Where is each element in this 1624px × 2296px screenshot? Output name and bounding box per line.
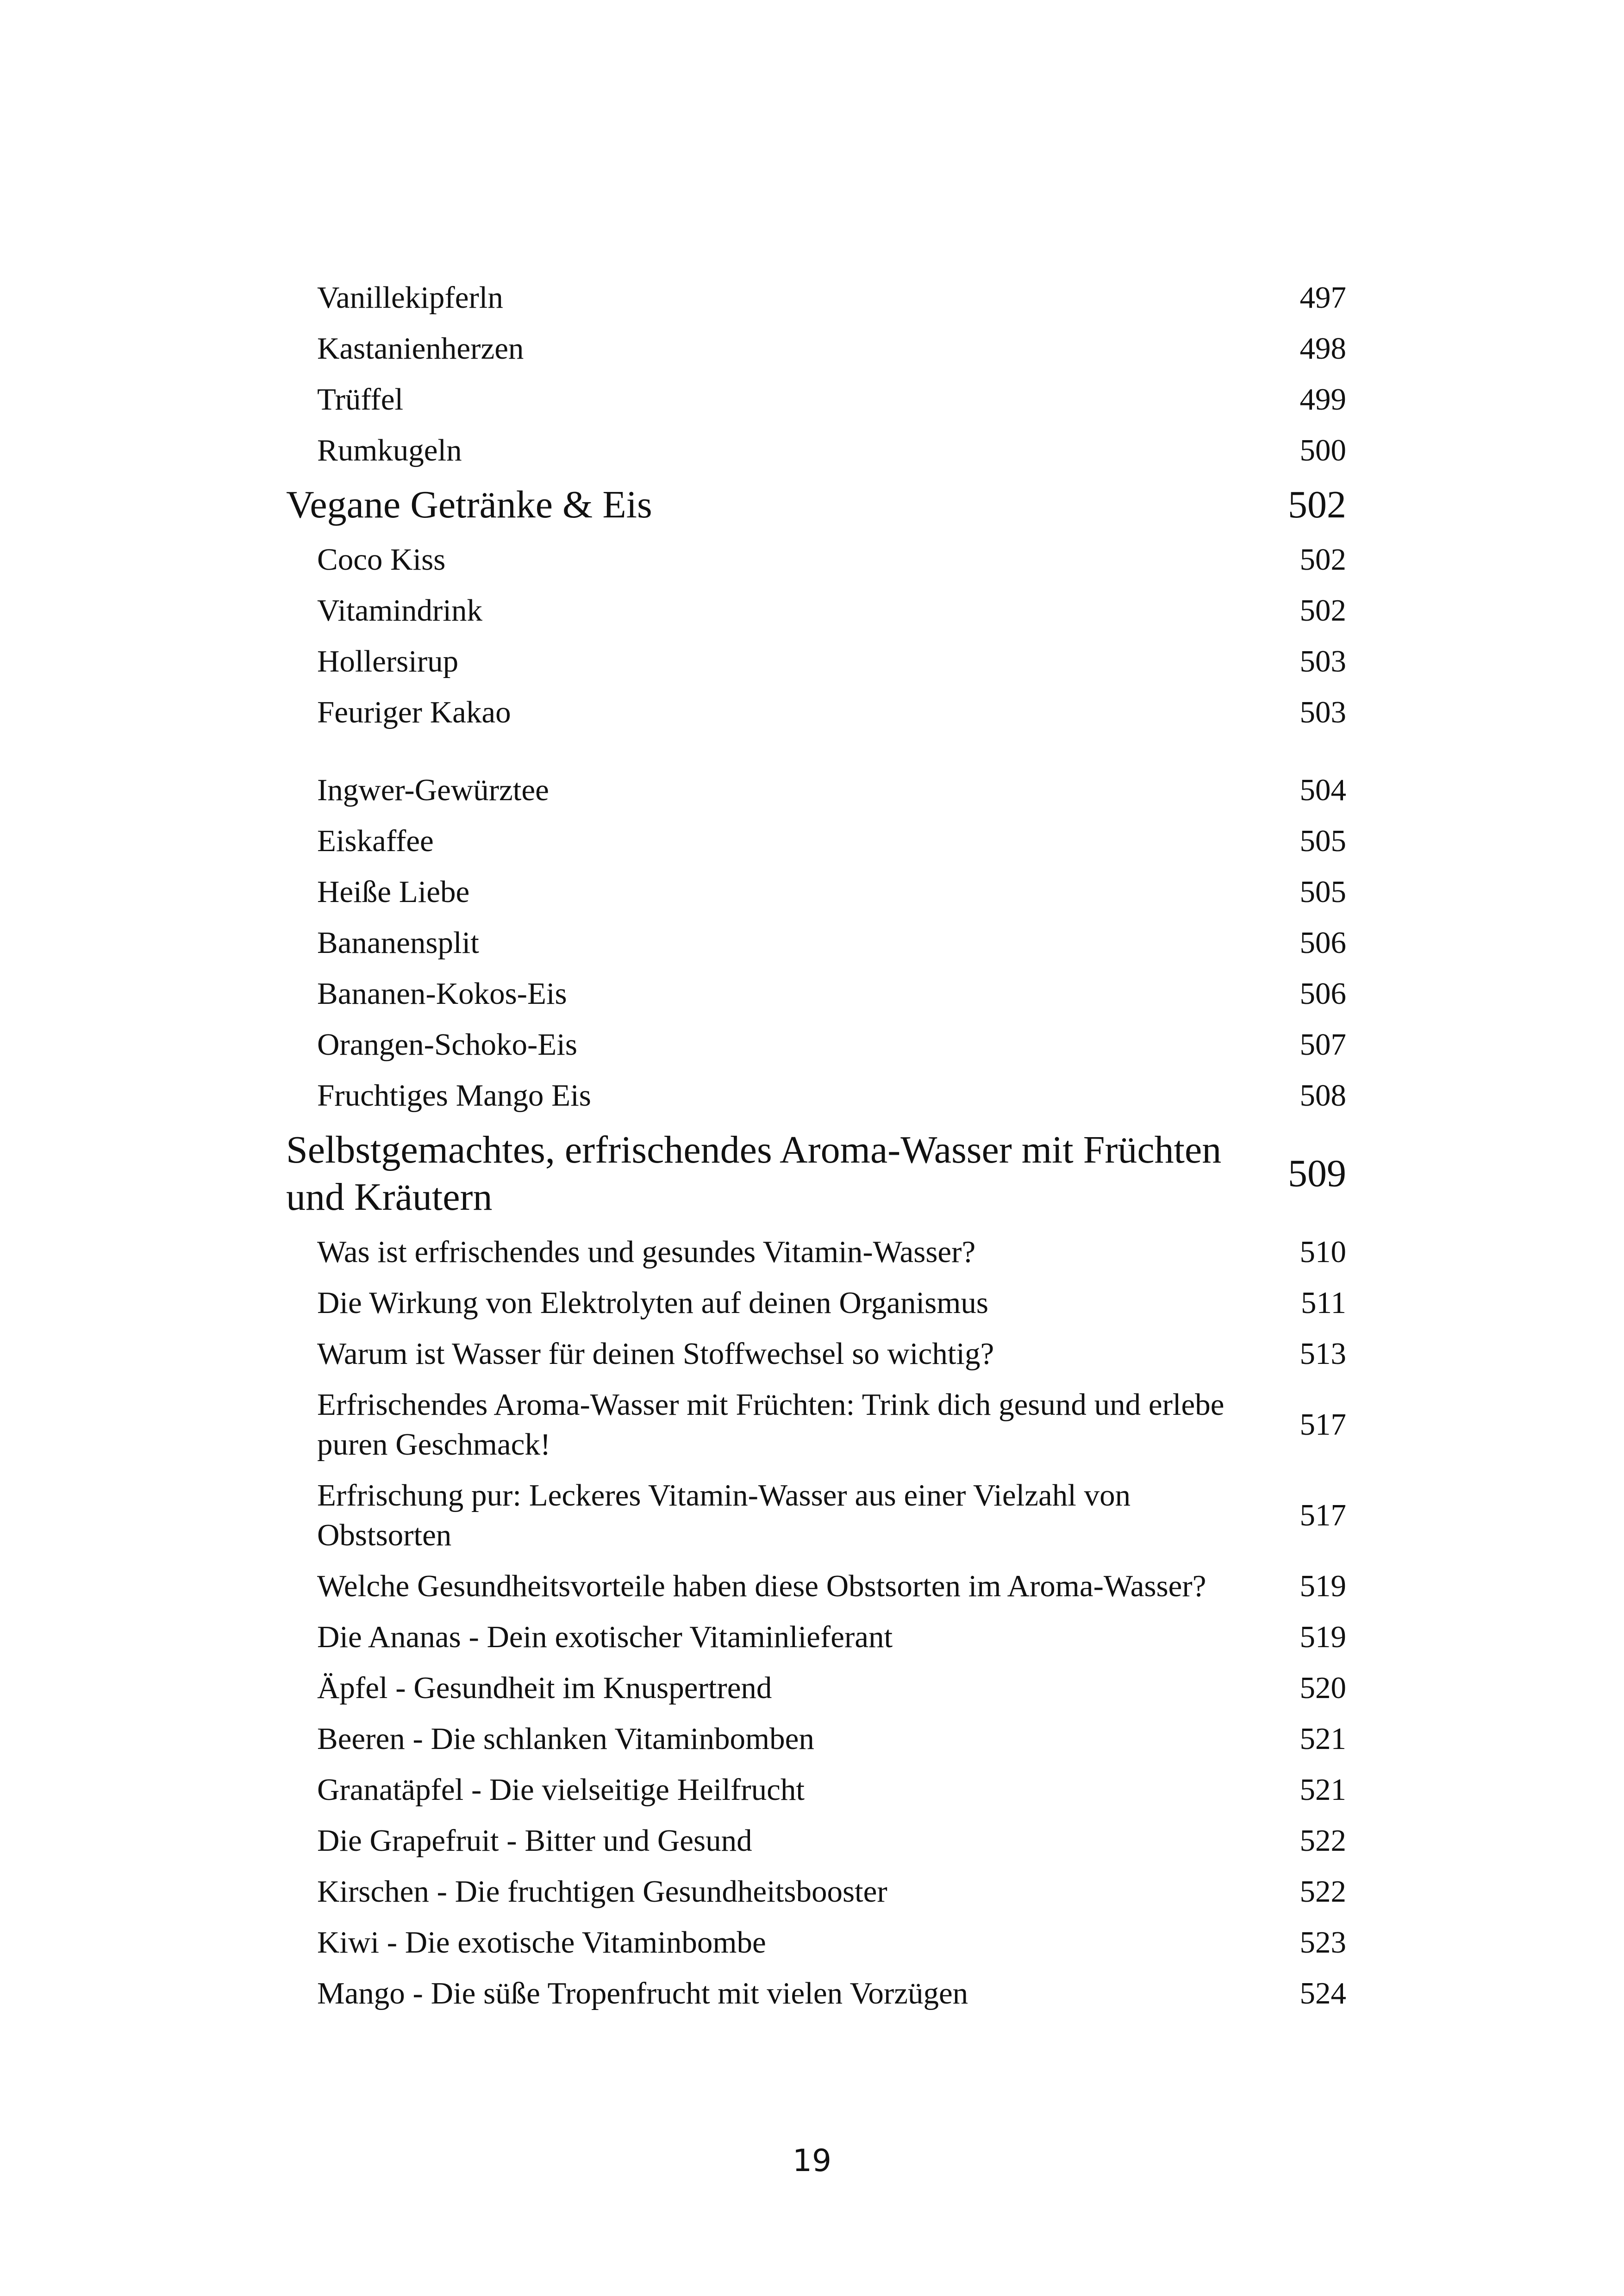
toc-entry: [286, 866, 1346, 917]
toc-entry-page: 503: [1299, 644, 1346, 678]
toc-entry: [286, 1764, 1346, 1815]
toc-entry: [286, 636, 1346, 687]
toc-entry-title: Erfrischendes Aroma-Wasser mit Früchten: Trink dich gesund und erlebe puren Geschmack!: [317, 1388, 1224, 1462]
toc-entry-page: 499: [1299, 382, 1346, 417]
toc-entry: [286, 1226, 1346, 1277]
toc-entry-title: Bananen-Kokos-Eis: [317, 977, 567, 1011]
table-of-contents: [286, 272, 1346, 2019]
toc-entry-title: Trüffel: [317, 382, 404, 417]
toc-entry-page: 497: [1299, 280, 1346, 315]
toc-entry-title: Kiwi - Die exotische Vitaminbombe: [317, 1925, 766, 1960]
toc-entry-title: Die Grapefruit - Bitter und Gesund: [317, 1823, 752, 1858]
toc-entry-title: Mango - Die süße Tropenfrucht mit vielen Vorzügen: [317, 1976, 968, 2010]
toc-entry-page: 521: [1299, 1773, 1346, 1807]
toc-entry: [286, 1968, 1346, 2019]
toc-entry-title: Vegane Getränke & Eis: [286, 483, 652, 526]
toc-entry: [286, 1917, 1346, 1968]
toc-entry-title: Rumkugeln: [317, 433, 462, 467]
toc-entry-title: Orangen-Schoko-Eis: [317, 1027, 577, 1062]
toc-entry: [286, 1470, 1346, 1561]
toc-entry-page: 520: [1299, 1671, 1346, 1705]
toc-entry-title: Kirschen - Die fruchtigen Gesundheitsbooster: [317, 1874, 887, 1909]
toc-entry-page: 500: [1299, 433, 1346, 467]
toc-entry-title: Coco Kiss: [317, 542, 446, 577]
toc-entry: [286, 968, 1346, 1019]
toc-entry-title: Granatäpfel - Die vielseitige Heilfrucht: [317, 1773, 805, 1807]
toc-entry: [286, 815, 1346, 866]
toc-entry: [286, 917, 1346, 968]
toc-entry-title: Kastanienherzen: [317, 331, 524, 366]
toc-entry-page: 504: [1299, 773, 1346, 807]
toc-entry: [286, 425, 1346, 476]
toc-entry-page: 522: [1299, 1823, 1346, 1858]
toc-entry-title: Die Ananas - Dein exotischer Vitaminlieferant: [317, 1620, 893, 1654]
toc-entry-page: 524: [1299, 1976, 1346, 2010]
toc-entry-page: 513: [1299, 1337, 1346, 1371]
toc-entry: [286, 1328, 1346, 1379]
toc-entry: [286, 1561, 1346, 1612]
toc-entry-page: 506: [1299, 977, 1346, 1011]
toc-entry-title: Eiskaffee: [317, 824, 434, 858]
toc-entry-page: 502: [1299, 593, 1346, 628]
toc-entry-title: Heiße Liebe: [317, 875, 470, 909]
toc-entry: [286, 1662, 1346, 1713]
toc-entry-page: 511: [1300, 1286, 1346, 1320]
toc-entry-title: Ingwer-Gewürztee: [317, 773, 549, 807]
toc-entry-title: Äpfel - Gesundheit im Knuspertrend: [317, 1671, 772, 1705]
toc-entry: [286, 1070, 1346, 1121]
toc-entry: [286, 272, 1346, 323]
toc-entry: [286, 1713, 1346, 1764]
toc-entry-title: Selbstgemachtes, erfrischendes Aroma-Wasser mit Früchten und Kräutern: [286, 1128, 1222, 1219]
toc-entry: [286, 1277, 1346, 1328]
toc-entry-page: 519: [1299, 1569, 1346, 1603]
toc-entry-page: 523: [1299, 1925, 1346, 1960]
toc-entry: [286, 1815, 1346, 1866]
toc-entry-title: Die Wirkung von Elektrolyten auf deinen Organismus: [317, 1286, 988, 1320]
page-number: 19: [793, 2143, 831, 2178]
toc-entry: [286, 374, 1346, 425]
toc-entry: [286, 323, 1346, 374]
toc-entry: [286, 534, 1346, 585]
toc-entry-page: 505: [1299, 875, 1346, 909]
toc-entry-page: 517: [1299, 1498, 1346, 1532]
toc-entry-page: 498: [1299, 331, 1346, 366]
toc-entry-title: Beeren - Die schlanken Vitaminbomben: [317, 1722, 814, 1756]
toc-spacer: [286, 738, 1346, 765]
toc-entry-title: Hollersirup: [317, 644, 459, 678]
toc-entry: [286, 1379, 1346, 1470]
toc-entry-title: Vanillekipferln: [317, 280, 503, 315]
toc-entry-title: Erfrischung pur: Leckeres Vitamin-Wasser aus einer Vielzahl von Obstsorten: [317, 1478, 1131, 1552]
toc-entry-page: 502: [1288, 483, 1346, 526]
toc-entry: [286, 1866, 1346, 1917]
toc-entry-page: 519: [1299, 1620, 1346, 1654]
toc-chapter-entry: [286, 1121, 1346, 1226]
toc-entry-title: Was ist erfrischendes und gesundes Vitamin-Wasser?: [317, 1235, 976, 1269]
toc-entry-title: Vitamindrink: [317, 593, 482, 628]
toc-entry-page: 502: [1299, 542, 1346, 577]
toc-entry: [286, 1019, 1346, 1070]
toc-entry-page: 521: [1299, 1722, 1346, 1756]
toc-entry-page: 505: [1299, 824, 1346, 858]
toc-entry-page: 510: [1299, 1235, 1346, 1269]
toc-entry-title: Warum ist Wasser für deinen Stoffwechsel so wichtig?: [317, 1337, 994, 1371]
toc-entry: [286, 585, 1346, 636]
toc-entry: [286, 765, 1346, 815]
toc-entry-title: Feuriger Kakao: [317, 695, 511, 729]
toc-entry-page: 522: [1299, 1874, 1346, 1909]
toc-entry-page: 506: [1299, 926, 1346, 960]
toc-entry-page: 508: [1299, 1078, 1346, 1113]
toc-entry-page: 517: [1299, 1407, 1346, 1442]
toc-entry: [286, 1612, 1346, 1662]
toc-entry-page: 507: [1299, 1027, 1346, 1062]
toc-entry: [286, 687, 1346, 738]
toc-entry-page: 509: [1288, 1152, 1346, 1195]
toc-entry-title: Welche Gesundheitsvorteile haben diese Obstsorten im Aroma-Wasser?: [317, 1569, 1206, 1603]
toc-chapter-entry: [286, 476, 1346, 534]
toc-entry-title: Bananensplit: [317, 926, 479, 960]
toc-entry-title: Fruchtiges Mango Eis: [317, 1078, 591, 1113]
toc-entry-page: 503: [1299, 695, 1346, 729]
